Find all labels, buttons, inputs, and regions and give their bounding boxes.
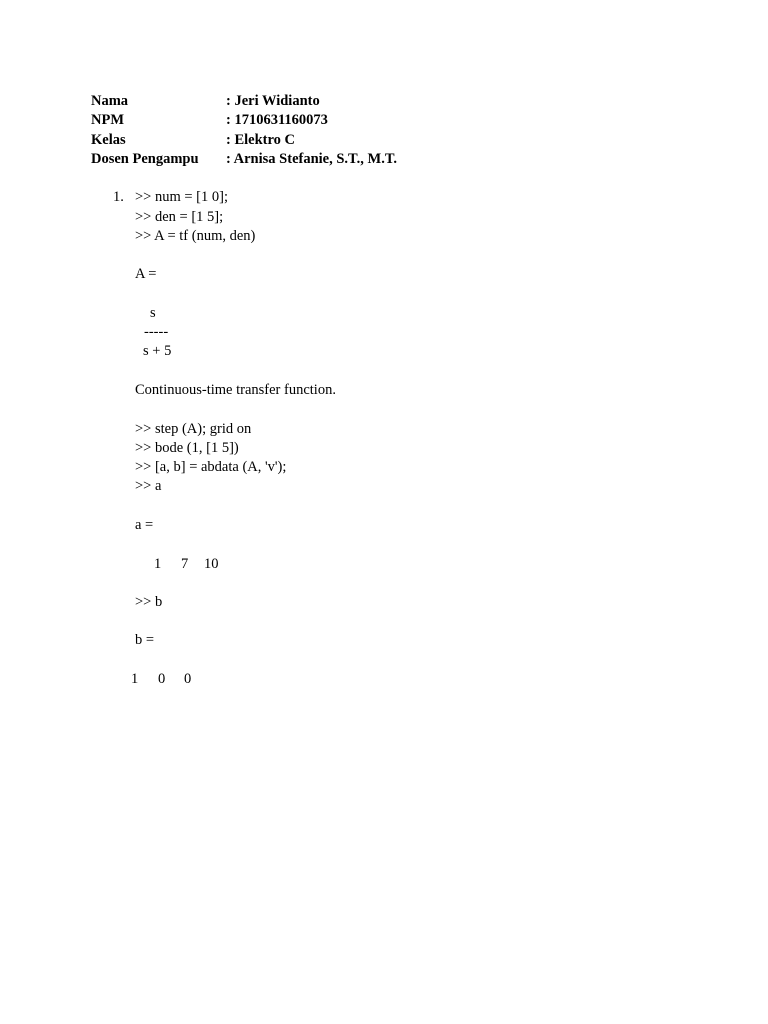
header-label: Kelas [91, 132, 126, 148]
output-label: A = [135, 266, 157, 282]
code-line: >> num = [1 0]; [135, 189, 228, 205]
code-line: >> b [135, 594, 163, 610]
code-line: >> A = tf (num, den) [135, 228, 256, 244]
matrix-value: 7 [181, 556, 189, 572]
header-label: NPM [91, 112, 125, 128]
header-label: Dosen Pengampu [91, 151, 199, 167]
code-line: >> bode (1, [1 5]) [135, 440, 239, 456]
header-value: : Elektro C [226, 132, 296, 148]
matrix-value: 1 [154, 556, 162, 572]
header-field-kelas [91, 131, 295, 150]
code-line: >> [a, b] = abdata (A, 'v'); [135, 459, 287, 475]
tf-numerator: s [150, 305, 156, 321]
header-field-npm [91, 111, 328, 130]
header-value: : Arnisa Stefanie, S.T., M.T. [226, 151, 398, 167]
output-label: b = [135, 632, 155, 648]
output-label: a = [135, 517, 154, 533]
matrix-value: 0 [158, 671, 166, 687]
list-number: 1. [113, 189, 124, 205]
code-line: >> step (A); grid on [135, 421, 252, 437]
tf-denominator: s + 5 [143, 343, 172, 359]
code-line: >> a [135, 478, 162, 494]
header-label: Nama [91, 93, 129, 109]
code-line: >> den = [1 5]; [135, 209, 224, 225]
header-field-dosen [91, 150, 397, 169]
output-description: Continuous-time transfer function. [135, 382, 336, 398]
header-value: : Jeri Widianto [226, 93, 320, 109]
header-value: : 1710631160073 [226, 112, 328, 128]
header-field-nama [91, 92, 320, 111]
matrix-value: 1 [131, 671, 139, 687]
tf-fraction-bar: ----- [144, 324, 169, 340]
matrix-value: 0 [184, 671, 192, 687]
matrix-value: 10 [204, 556, 219, 572]
